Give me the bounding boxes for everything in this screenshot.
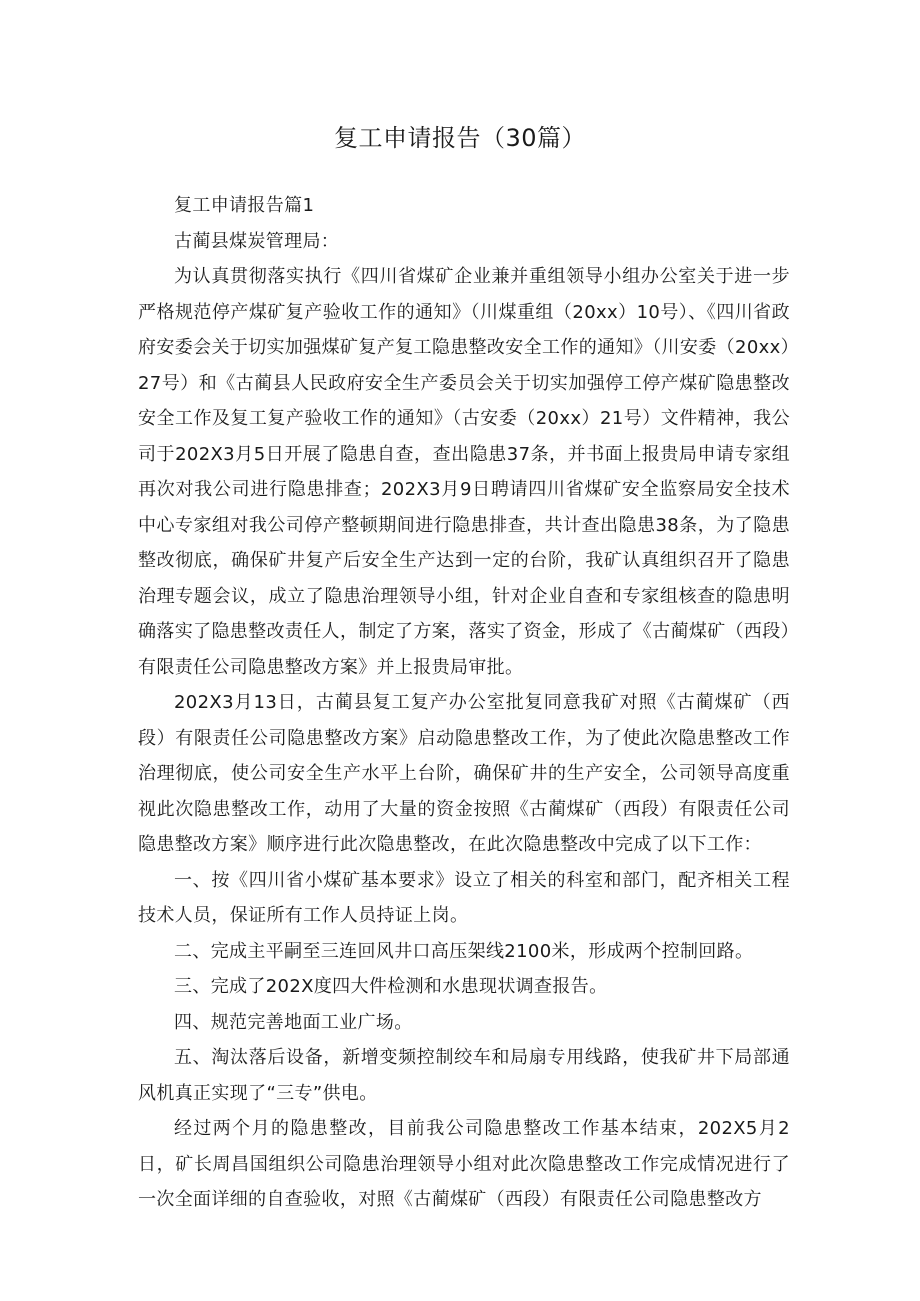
list-item: 一、按《四川省小煤矿基本要求》设立了相关的科室和部门，配齐相关工程技术人员，保证所有工作人员持证上岗。 xyxy=(138,869,790,926)
salutation: 古蔺县煤炭管理局： xyxy=(174,230,340,252)
list-item: 三、完成了202X度四大件检测和水患现状调查报告。 xyxy=(174,976,608,997)
body-paragraph: 202X3月13日，古蔺县复工复产办公室批复同意我矿对照《古蔺煤矿（西段）有限责任公司隐患整改方案》启动隐患整改工作，为了使此次隐患整改工作治理彻底，使公司安全生产水平上台阶，确保矿井的生产安全，公司领导高度重视此次隐患整改工作，动用了大量的资金按照《古蔺煤矿（西段）有限责任公司隐患整改方案》顺序进行此次隐患整改，在此次隐患整改中完成了以下工作： xyxy=(138,692,790,855)
body-paragraph: 为认真贯彻落实执行《四川省煤矿企业兼并重组领导小组办公室关于进一步严格规范停产煤矿复产验收工作的通知》（川煤重组（20xx）10号）、《四川省政府安委会关于切实加强煤矿复产复工隐患整改安全工作的通知》（川安委（20xx）27号）和《古蔺县人民政府安全生产委员会关于切实加强停工停产煤矿隐患整改安全工作及复工复产验收工作的通知》（古安委（20xx）21号）文件精神，我公司于202X3月5日开展了隐患自查，查出隐患37条，并书面上报贵局申请专家组再次对我公司进行隐患排查；202X3月9日聘请四川省煤矿安全监察局安全技术中心专家组对我公司停产整顿期间进行隐患排查，共计查出隐患38条，为了隐患整改彻底，确保矿井复产后安全生产达到一定的台阶，我矿认真组织召开了隐患治理专题会议，成立了隐患治理领导小组，针对企业自查和专家组核查的隐患明确落实了隐患整改责任人，制定了方案，落实了资金，形成了《古蔺煤矿（西段）有限责任公司隐患整改方案》并上报贵局审批。 xyxy=(138,266,790,678)
document-body xyxy=(138,188,790,1218)
list-item: 二、完成主平嗣至三连回风井口高压架线2100米，形成两个控制回路。 xyxy=(174,940,754,962)
list-item: 五、淘汰落后设备，新增变频控制绞车和局扇专用线路，使我矿井下局部通风机真正实现了“三专”供电。 xyxy=(138,1047,790,1104)
document-title: 复工申请报告（30篇） xyxy=(333,124,587,152)
body-paragraph: 经过两个月的隐患整改，目前我公司隐患整改工作基本结束，202X5月2日，矿长周昌国组织公司隐患治理领导小组对此次隐患整改工作完成情况进行了一次全面详细的自查验收，对照《古蔺煤矿（西段）有限责任公司隐患整改方 xyxy=(138,1118,790,1210)
section-heading: 复工申请报告篇1 xyxy=(174,195,315,216)
list-item: 四、规范完善地面工业广场。 xyxy=(174,1011,413,1033)
